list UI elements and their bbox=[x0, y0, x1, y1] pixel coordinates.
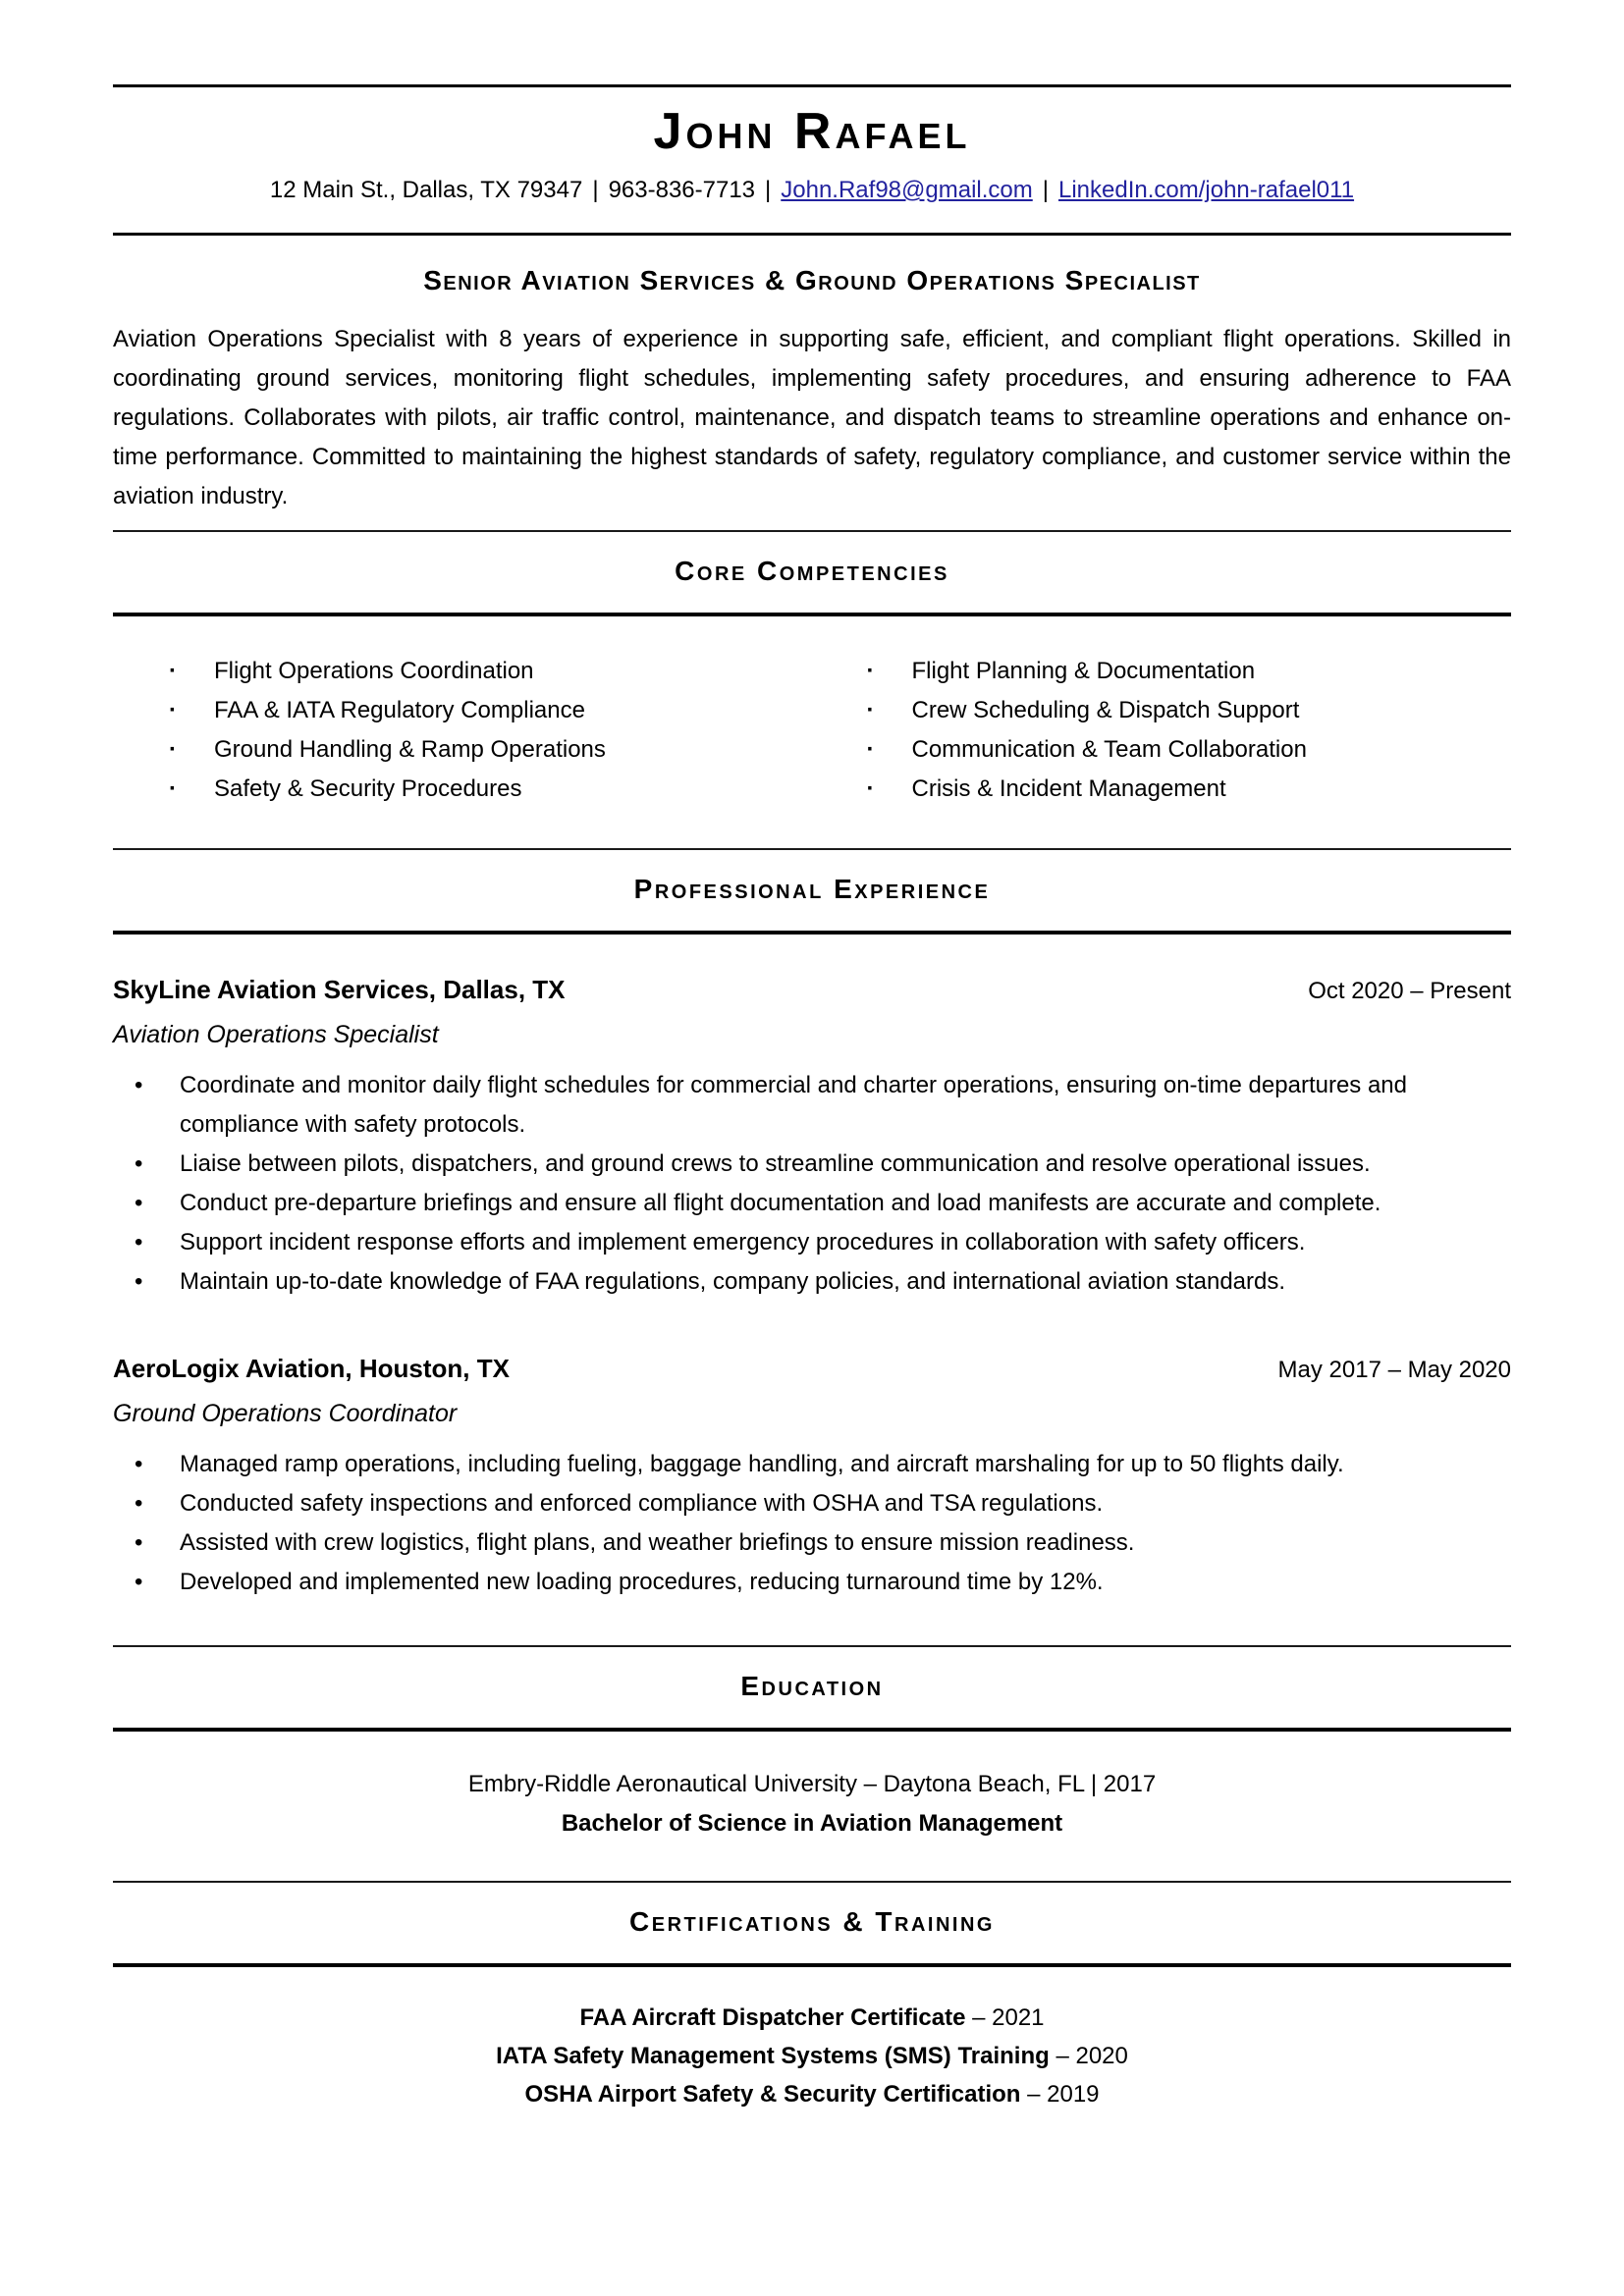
job-bullet: • Liaise between pilots, dispatchers, and ground crews to streamline communication and resolve operational issues. bbox=[135, 1145, 1511, 1184]
contact-separator: | bbox=[1042, 177, 1049, 203]
education-block bbox=[113, 1765, 1511, 1843]
contact-line bbox=[113, 174, 1511, 207]
email-link[interactable]: John.Raf98@gmail.com bbox=[781, 177, 1033, 203]
competencies-right-column bbox=[814, 652, 1512, 809]
resume-header bbox=[113, 84, 1511, 236]
job-header bbox=[113, 1349, 1511, 1390]
contact-separator: | bbox=[765, 177, 772, 203]
competency-item: · Ground Handling & Ramp Operations bbox=[167, 730, 814, 770]
section-heading-professional-experience: Professional Experience bbox=[113, 848, 1511, 934]
candidate-name: John Rafael bbox=[653, 103, 971, 160]
certification-name: FAA Aircraft Dispatcher Certificate bbox=[579, 2004, 966, 2031]
job-dates: Oct 2020 – Present bbox=[1308, 978, 1511, 1004]
job-bullet: • Coordinate and monitor daily flight schedules for commercial and charter operations, ensuring on-time departures and compliance with safety protocols. bbox=[135, 1066, 1511, 1145]
competencies-left-column bbox=[113, 652, 814, 809]
job-role: Aviation Operations Specialist bbox=[113, 1021, 439, 1048]
job-header bbox=[113, 970, 1511, 1011]
job-bullet-list bbox=[135, 1066, 1511, 1302]
job-bullet: • Managed ramp operations, including fueling, baggage handling, and aircraft marshaling for up to 50 flights daily. bbox=[135, 1445, 1511, 1484]
certification-year: – 2019 bbox=[1027, 2081, 1100, 2108]
job-bullet: • Assisted with crew logistics, flight plans, and weather briefings to ensure mission readiness. bbox=[135, 1523, 1511, 1563]
education-school: Embry-Riddle Aeronautical University – Daytona Beach, FL | 2017 bbox=[467, 1771, 1157, 1797]
section-heading-certifications: Certifications & Training bbox=[113, 1881, 1511, 1967]
certifications-block bbox=[113, 1999, 1511, 2113]
certification-item bbox=[113, 2075, 1511, 2113]
job-dates: May 2017 – May 2020 bbox=[1277, 1357, 1511, 1383]
linkedin-link[interactable]: LinkedIn.com/john-rafael011 bbox=[1057, 177, 1355, 203]
certification-item bbox=[113, 2037, 1511, 2075]
contact-separator: | bbox=[592, 177, 599, 203]
job-bullet: • Conduct pre-departure briefings and ensure all flight documentation and load manifests are accurate and complete. bbox=[135, 1184, 1511, 1223]
contact-phone: 963-836-7713 bbox=[608, 177, 756, 203]
job-bullet: • Maintain up-to-date knowledge of FAA regulations, company policies, and international aviation standards. bbox=[135, 1262, 1511, 1302]
summary-paragraph: Aviation Operations Specialist with 8 years of experience in supporting safe, efficient, and compliant flight operations. Skilled in coordinating ground services, monitoring flight schedules, implementing safety procedures, and ensuring adherence to FAA regulations. Collaborates with pilots, air traffic control, maintenance, and dispatch teams to streamline operations and enhance on-time performance. Committed to maintaining the highest standards of safety, regulatory compliance, and customer service within the aviation industry. bbox=[113, 326, 1511, 509]
competency-item: · Communication & Team Collaboration bbox=[865, 730, 1512, 770]
job-entry bbox=[113, 1349, 1511, 1602]
competency-item: · Safety & Security Procedures bbox=[167, 770, 814, 809]
competency-item: · Crisis & Incident Management bbox=[865, 770, 1512, 809]
resume-title: Senior Aviation Services & Ground Operations Specialist bbox=[423, 265, 1201, 295]
job-bullet: • Conducted safety inspections and enforced compliance with OSHA and TSA regulations. bbox=[135, 1484, 1511, 1523]
contact-address: 12 Main St., Dallas, TX 79347 bbox=[269, 177, 583, 203]
job-bullet-list bbox=[135, 1445, 1511, 1602]
experience-block bbox=[113, 970, 1511, 1602]
competency-item: · Flight Operations Coordination bbox=[167, 652, 814, 691]
job-bullet: • Developed and implemented new loading procedures, reducing turnaround time by 12%. bbox=[135, 1563, 1511, 1602]
certification-name: IATA Safety Management Systems (SMS) Training bbox=[496, 2043, 1050, 2069]
job-company: SkyLine Aviation Services, Dallas, TX bbox=[113, 975, 566, 1004]
section-heading-core-competencies: Core Competencies bbox=[113, 530, 1511, 616]
certification-item bbox=[113, 1999, 1511, 2037]
section-heading-education: Education bbox=[113, 1645, 1511, 1732]
certification-year: – 2021 bbox=[972, 2004, 1045, 2031]
education-degree: Bachelor of Science in Aviation Management bbox=[561, 1810, 1063, 1837]
certification-year: – 2020 bbox=[1056, 2043, 1128, 2069]
competency-item: · FAA & IATA Regulatory Compliance bbox=[167, 691, 814, 730]
competency-item: · Crew Scheduling & Dispatch Support bbox=[865, 691, 1512, 730]
job-bullet: • Support incident response efforts and implement emergency procedures in collaboration with safety officers. bbox=[135, 1223, 1511, 1262]
job-company: AeroLogix Aviation, Houston, TX bbox=[113, 1354, 510, 1383]
certification-name: OSHA Airport Safety & Security Certification bbox=[524, 2081, 1021, 2108]
job-role: Ground Operations Coordinator bbox=[113, 1400, 458, 1427]
job-entry bbox=[113, 970, 1511, 1302]
competencies-columns bbox=[113, 652, 1511, 809]
competency-item: · Flight Planning & Documentation bbox=[865, 652, 1512, 691]
